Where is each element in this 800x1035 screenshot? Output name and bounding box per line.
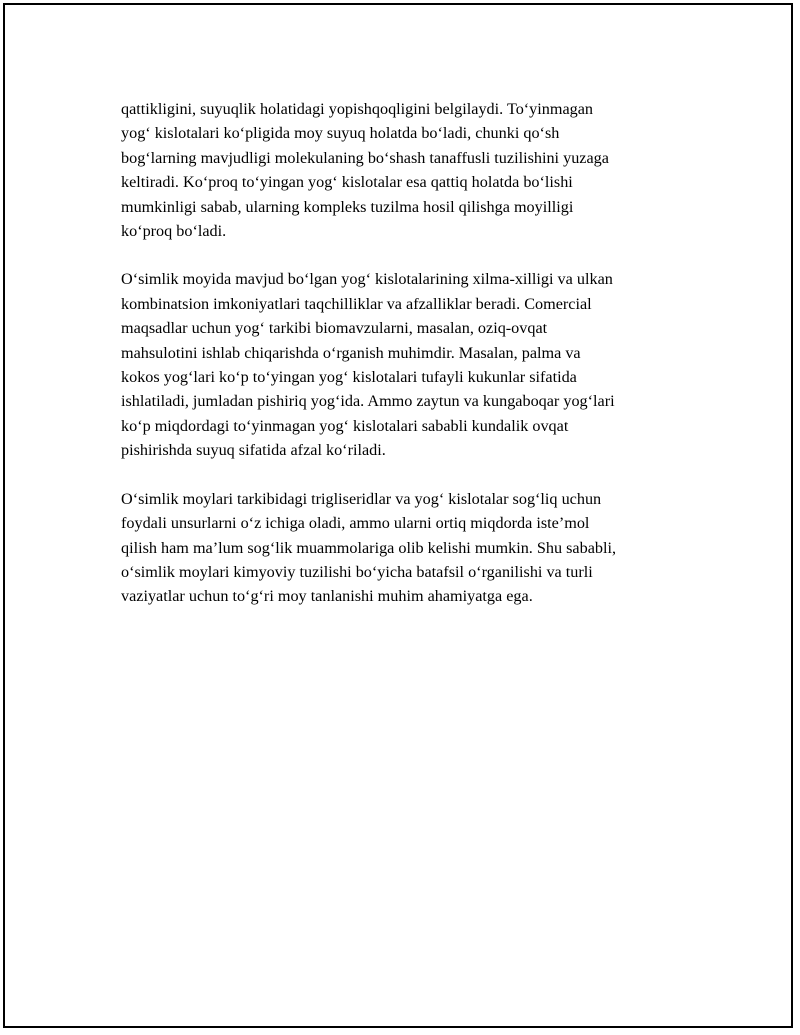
- paragraph-1: qattikligini, suyuqlik holatidagi yopishqoqligini belgilaydi. To‘yinmagan yog‘ kislotalari ko‘pligida moy suyuq holatda bo‘ladi, chunki qo‘sh bog‘larning mavjudligi molekulaning bo‘shash tanaffusli tuzilishini yuzaga keltiradi. Ko‘proq to‘yingan yog‘ kislotalar esa qattiq holatda bo‘lishi mumkinligi sabab, ularning kompleks tuzilma hosil qilishga moyilligi ko‘proq bo‘ladi.: [121, 100, 609, 241]
- page-frame: [3, 3, 793, 1028]
- document-body: [121, 97, 686, 633]
- paragraph-2: O‘simlik moyida mavjud bo‘lgan yog‘ kislotalarining xilma-xilligi va ulkan kombinatsion imkoniyatlari taqchilliklar va afzalliklar beradi. Comercial maqsadlar uchun yog‘ tarkibi biomavzularni, masalan, oziq-ovqat mahsulotini ishlab chiqarishda o‘rganish muhimdir. Masalan, palma va kokos yog‘lari ko‘p to‘yingan yog‘ kislotalari tufayli kukunlar sifatida ishlatiladi, jumladan pishiriq yog‘ida. Ammo zaytun va kungaboqar yog‘lari ko‘p miqdordagi to‘yinmagan yog‘ kislotalari sababli kundalik ovqat pishirishda suyuq sifatida afzal ko‘riladi.: [121, 270, 615, 460]
- paragraph-3: O‘simlik moylari tarkibidagi trigliseridlar va yog‘ kislotalar sog‘liq uchun foydali unsurlarni o‘z ichiga oladi, ammo ularni ortiq miqdorda iste’mol qilish ham ma’lum sog‘lik muammolariga olib kelishi mumkin. Shu sababli, o‘simlik moylari kimyoviy tuzilishi bo‘yicha batafsil o‘rganilishi va turli vaziyatlar uchun to‘g‘ri moy tanlanishi muhim ahamiyatga ega.: [121, 489, 617, 606]
